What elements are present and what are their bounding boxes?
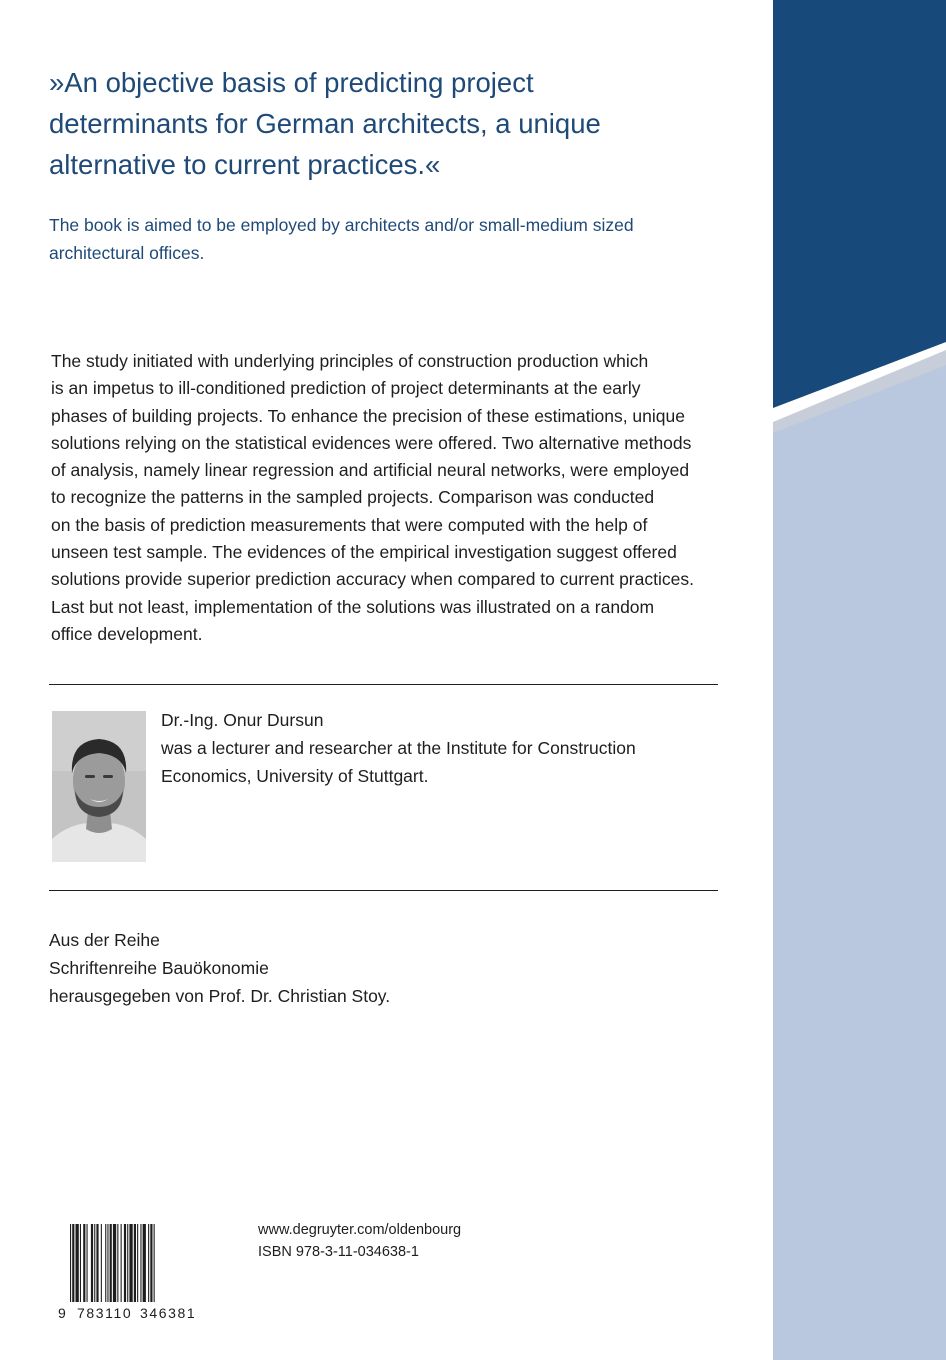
barcode-bar <box>117 1224 118 1302</box>
quote-line: alternative to current practices.« <box>49 149 441 180</box>
series-line: Schriftenreihe Bauökonomie <box>49 958 269 978</box>
abstract-line: to recognize the patterns in the sampled projects. Comparison was conducted <box>51 487 655 508</box>
barcode-bar <box>94 1224 95 1302</box>
isbn-text: ISBN 978-3-11-034638-1 <box>258 1244 419 1260</box>
quote-line: »An objective basis of predicting project <box>49 67 534 98</box>
barcode-bar <box>83 1224 85 1302</box>
barcode-bar <box>113 1224 116 1302</box>
barcode-graphic <box>58 1222 208 1322</box>
barcode-bar <box>124 1224 126 1302</box>
author-eye-right <box>103 775 113 778</box>
barcode-bar <box>70 1224 71 1302</box>
subtitle-line: architectural offices. <box>49 243 205 263</box>
divider-top <box>49 684 718 685</box>
abstract-line: office development. <box>51 623 203 644</box>
barcode-bar <box>105 1224 106 1302</box>
barcode-bar <box>127 1224 128 1302</box>
barcode-bar <box>91 1224 93 1302</box>
barcode-bar <box>154 1224 155 1302</box>
abstract-line: unseen test sample. The evidences of the empirical investigation suggest offered <box>51 542 677 563</box>
barcode-bar <box>137 1224 138 1302</box>
barcode-bar <box>110 1224 112 1302</box>
series-info <box>49 926 609 1010</box>
abstract-line: Last but not least, implementation of the solutions was illustrated on a random <box>51 596 655 617</box>
side-band-graphic <box>773 0 946 1360</box>
author-bio-line: Economics, University of Stuttgart. <box>161 766 429 786</box>
barcode-bar <box>121 1224 122 1302</box>
barcode-bar <box>134 1224 136 1302</box>
subtitle-line: The book is aimed to be employed by architects and/or small-medium sized <box>49 215 634 235</box>
audience-statement <box>49 211 749 267</box>
quote-line: determinants for German architects, a unique <box>49 108 601 139</box>
barcode-bar <box>96 1224 98 1302</box>
barcode-bar <box>150 1224 152 1302</box>
abstract-line: on the basis of prediction measurements that were computed with the help of <box>51 514 648 535</box>
barcode-bar <box>143 1224 146 1302</box>
author-portrait-graphic <box>52 711 146 862</box>
abstract-line: phases of building projects. To enhance the precision of these estimations, unique <box>51 405 685 426</box>
series-line: Aus der Reihe <box>49 930 160 950</box>
barcode-bar <box>80 1224 81 1302</box>
author-photo <box>52 711 146 862</box>
barcode-bar <box>87 1224 88 1302</box>
author-name: Dr.-Ing. Onur Dursun <box>161 710 324 730</box>
barcode-bar <box>148 1224 149 1302</box>
cover-quote <box>49 62 749 185</box>
barcode-right-digits: 346381 <box>140 1305 197 1321</box>
side-band-navy <box>773 0 946 408</box>
barcode-bar <box>76 1224 79 1302</box>
barcode-bar <box>129 1224 132 1302</box>
abstract-line: solutions relying on the statistical evidences were offered. Two alternative methods <box>51 432 692 453</box>
isbn-barcode <box>58 1222 208 1322</box>
abstract-line: solutions provide superior prediction accuracy when compared to current practices. <box>51 569 694 590</box>
author-info <box>161 706 721 790</box>
book-abstract <box>51 348 751 648</box>
author-eye-left <box>85 775 95 778</box>
abstract-line: of analysis, namely linear regression and artificial neural networks, were employed <box>51 460 690 481</box>
abstract-line: The study initiated with underlying principles of construction production which <box>51 351 649 371</box>
series-line: herausgegeben von Prof. Dr. Christian Stoy. <box>49 986 391 1006</box>
barcode-bar <box>107 1224 108 1302</box>
barcode-bar <box>140 1224 141 1302</box>
abstract-line: is an impetus to ill-conditioned prediction of project determinants at the early <box>51 378 641 399</box>
divider-bottom <box>49 890 718 891</box>
publisher-info <box>258 1219 658 1263</box>
barcode-bar <box>101 1224 102 1302</box>
publisher-url: www.degruyter.com/oldenbourg <box>258 1222 462 1238</box>
decorative-side-band <box>773 0 946 1360</box>
barcode-left-digits: 783110 <box>77 1305 133 1321</box>
barcode-first-digit: 9 <box>58 1305 66 1321</box>
author-bio-line: was a lecturer and researcher at the Institute for Construction <box>161 738 636 758</box>
barcode-bar <box>72 1224 74 1302</box>
